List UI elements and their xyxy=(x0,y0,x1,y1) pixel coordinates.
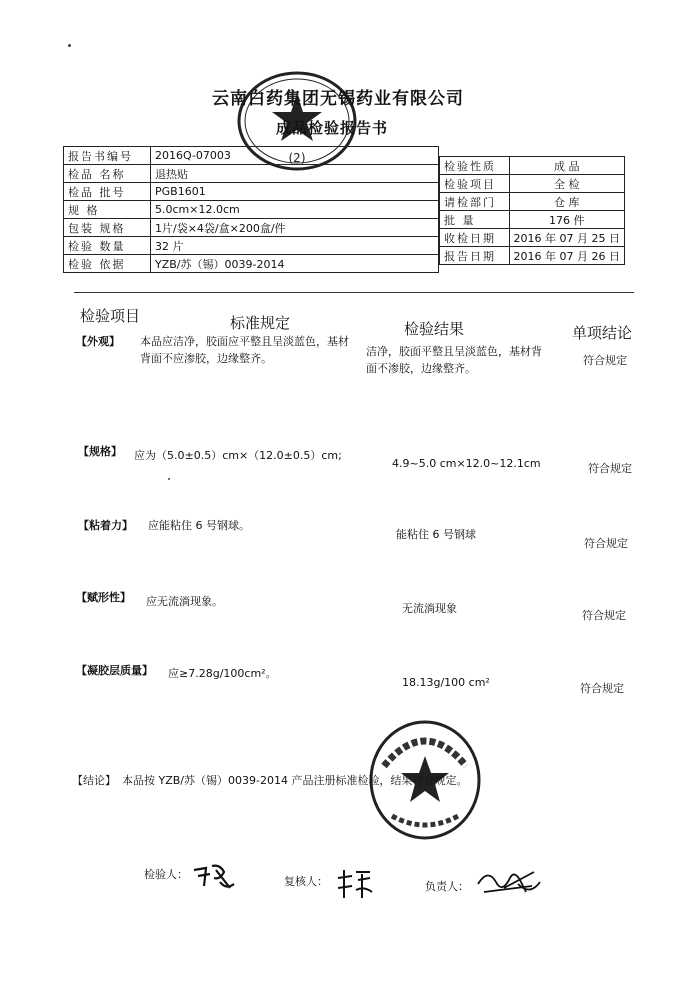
info-label: 包装 规格 xyxy=(64,219,151,237)
inspector-label: 检验人： xyxy=(144,868,188,881)
divider xyxy=(74,292,634,293)
info-label: 检品 批号 xyxy=(64,183,151,201)
info-table-left xyxy=(63,146,439,273)
column-header-conclusion: 单项结论 xyxy=(572,324,633,342)
item-conclusion: 符合规定 xyxy=(584,537,628,550)
info-label: 检验性质 xyxy=(440,157,510,175)
company-name: 云南白药集团无锡药业有限公司 xyxy=(212,89,464,109)
table-row xyxy=(440,175,625,193)
item-standard: 应能粘住 6 号钢球。 xyxy=(148,519,250,532)
info-label: 检验项目 xyxy=(440,175,510,193)
table-row xyxy=(440,211,625,229)
table-row xyxy=(440,157,625,175)
reviewer-label: 复核人： xyxy=(284,875,328,888)
item-conclusion: 符合规定 xyxy=(583,354,627,367)
item-result: 18.13g/100 cm² xyxy=(402,676,490,689)
info-label: 规 格 xyxy=(64,201,151,219)
info-label: 批 量 xyxy=(440,211,510,229)
scan-speck xyxy=(68,44,71,47)
table-row xyxy=(64,201,439,219)
table-row xyxy=(440,193,625,211)
column-header-result: 检验结果 xyxy=(404,320,465,338)
item-label: 【赋形性】 xyxy=(76,591,131,604)
table-row xyxy=(64,219,439,237)
info-value: 2016 年 07 月 25 日 xyxy=(509,229,624,247)
item-label: 【外观】 xyxy=(76,335,120,348)
table-row xyxy=(64,165,439,183)
table-row xyxy=(64,237,439,255)
reviewer-signature xyxy=(334,864,374,900)
item-label: 【规格】 xyxy=(78,445,122,458)
info-label: 报告书编号 xyxy=(64,147,151,165)
responsible-label: 负责人： xyxy=(425,880,469,893)
info-label: 收检日期 xyxy=(440,229,510,247)
item-conclusion: 符合规定 xyxy=(588,462,632,475)
info-label: 报告日期 xyxy=(440,247,510,265)
info-value: 仓 库 xyxy=(509,193,624,211)
table-row xyxy=(64,147,439,165)
info-label: 检品 名称 xyxy=(64,165,151,183)
item-standard: 本品应洁净，胶面应平整且呈淡蓝色，基材背面不应渗胶，边缘整齐。 xyxy=(140,335,349,365)
table-row xyxy=(440,247,625,265)
info-value: 2016 年 07 月 26 日 xyxy=(509,247,624,265)
info-value: 1片/袋×4袋/盒×200盒/件 xyxy=(151,219,439,237)
info-value: 全 检 xyxy=(509,175,624,193)
info-value: PGB1601 xyxy=(151,183,439,201)
item-conclusion: 符合规定 xyxy=(582,609,626,622)
column-header-item: 检验项目 xyxy=(80,307,141,325)
item-standard: 应无流淌现象。 xyxy=(146,595,223,608)
item-label: 【粘着力】 xyxy=(78,519,133,532)
scan-speck xyxy=(168,478,170,480)
item-result: 能粘住 6 号钢球 xyxy=(396,528,476,541)
item-label: 【凝胶层质量】 xyxy=(76,664,153,677)
conclusion-text: 本品按 YZB/苏（锡）0039-2014 产品注册标准检验，结果符合规定。 xyxy=(122,774,468,787)
info-label: 检验 数量 xyxy=(64,237,151,255)
table-row xyxy=(64,255,439,273)
conclusion-label: 【结论】 xyxy=(72,774,116,787)
info-value: YZB/苏（锡）0039-2014 xyxy=(151,255,439,273)
info-label: 检验 依据 xyxy=(64,255,151,273)
document-title: 成品检验报告书 xyxy=(276,119,389,137)
item-result: 洁净，胶面平整且呈淡蓝色，基材背面不渗胶，边缘整齐。 xyxy=(366,345,542,375)
svg-text:(2): (2) xyxy=(288,151,306,165)
info-value: 成 品 xyxy=(509,157,624,175)
item-result: 无流淌现象 xyxy=(402,602,457,615)
item-result: 4.9~5.0 cm×12.0~12.1cm xyxy=(392,457,541,470)
info-label: 请检部门 xyxy=(440,193,510,211)
inspector-signature xyxy=(190,860,236,892)
info-value: 退热贴 xyxy=(151,165,439,183)
info-value: 2016Q-07003 xyxy=(151,147,439,165)
responsible-signature xyxy=(474,864,544,900)
item-standard: 应为（5.0±0.5）cm×（12.0±0.5）cm; xyxy=(134,449,342,462)
table-row xyxy=(440,229,625,247)
column-header-standard: 标准规定 xyxy=(230,314,291,332)
table-row xyxy=(64,183,439,201)
info-table-right xyxy=(439,156,625,265)
info-value: 176 件 xyxy=(509,211,624,229)
item-conclusion: 符合规定 xyxy=(580,682,624,695)
info-value: 5.0cm×12.0cm xyxy=(151,201,439,219)
item-standard: 应≥7.28g/100cm²。 xyxy=(168,667,277,680)
info-value: 32 片 xyxy=(151,237,439,255)
